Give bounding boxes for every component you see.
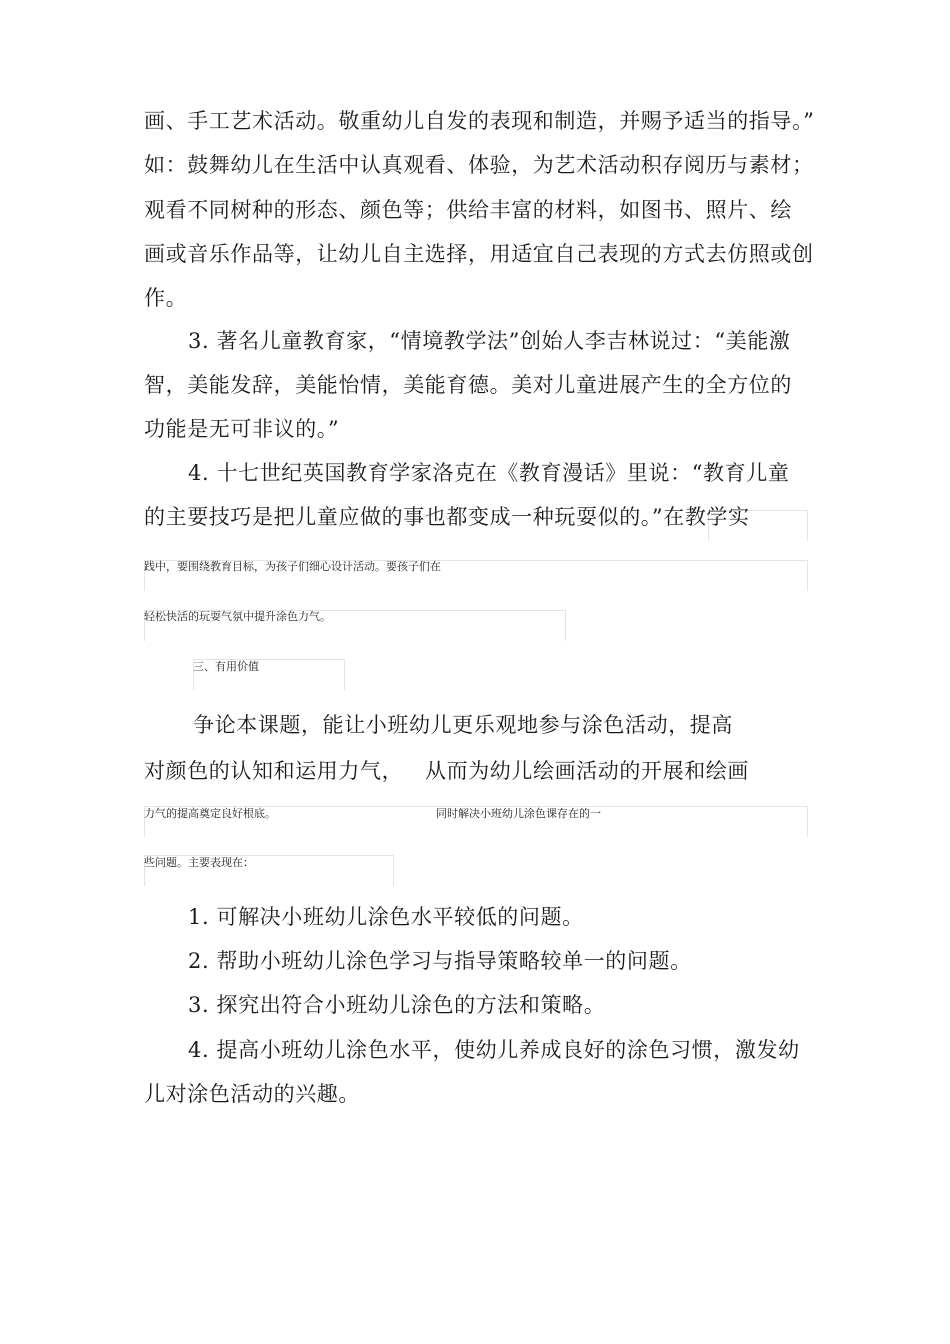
text-line: 争论本课题，能让小班幼儿更乐观地参与涂色活动，提高 [193,713,733,737]
text-line: 从而为幼儿绘画活动的开展和绘画 [425,759,749,783]
small-text-line: 同时解决小班幼儿涂色课存在的一 [436,807,601,820]
list-item: 4. 提高小班幼儿涂色水平，使幼儿养成良好的涂色习惯，激发幼 [188,1038,800,1062]
text-line: 4. 十七世纪英国教育学家洛克在《教育漫话》里说：“教育儿童 [188,461,790,485]
list-item: 1. 可解决小班幼儿涂色水平较低的问题。 [188,905,584,929]
small-text-line: 践中，要围绕教育目标，为孩子们细心设计活动。要孩子们在 [144,560,441,573]
small-text-line: 力气的提高奠定良好根底。 [144,807,276,820]
small-text-line: 轻松快活的玩耍气氛中提升涂色力气。 [144,610,331,623]
small-text-line: 些问题。主要表现在： [144,856,254,869]
list-item: 儿对涂色活动的兴趣。 [144,1082,360,1106]
text-line: 的主要技巧是把儿童应做的事也都变成一种玩耍似的。”在教学实 [144,505,750,529]
text-line: 3. 著名儿童教育家，“情境教学法”创始人李吉林说过：“美能激 [188,329,791,353]
list-item: 2. 帮助小班幼儿涂色学习与指导策略较单一的问题。 [188,949,692,973]
text-line: 观看不同树种的形态、颜色等；供给丰富的材料，如图书、照片、绘 [144,198,792,222]
section-heading: 三、有用价值 [193,660,259,673]
text-line: 功能是无可非议的。” [144,417,340,441]
text-line: 智，美能发辞，美能怡情，美能育德。美对儿童进展产生的全方位的 [144,373,792,397]
text-line: 对颜色的认知和运用力气， [144,759,404,783]
text-line: 画、手工艺术活动。敬重幼儿自发的表现和制造，并赐予适当的指导。” [144,109,815,133]
list-item: 3. 探究出符合小班幼儿涂色的方法和策略。 [188,993,606,1017]
text-line: 作。 [144,286,188,310]
text-line: 画或音乐作品等，让幼儿自主选择，用适宜自己表现的方式去仿照或创 [144,242,814,266]
text-line: 如：鼓舞幼儿在生活中认真观看、体验，为艺术活动积存阅历与素材； [144,153,814,177]
